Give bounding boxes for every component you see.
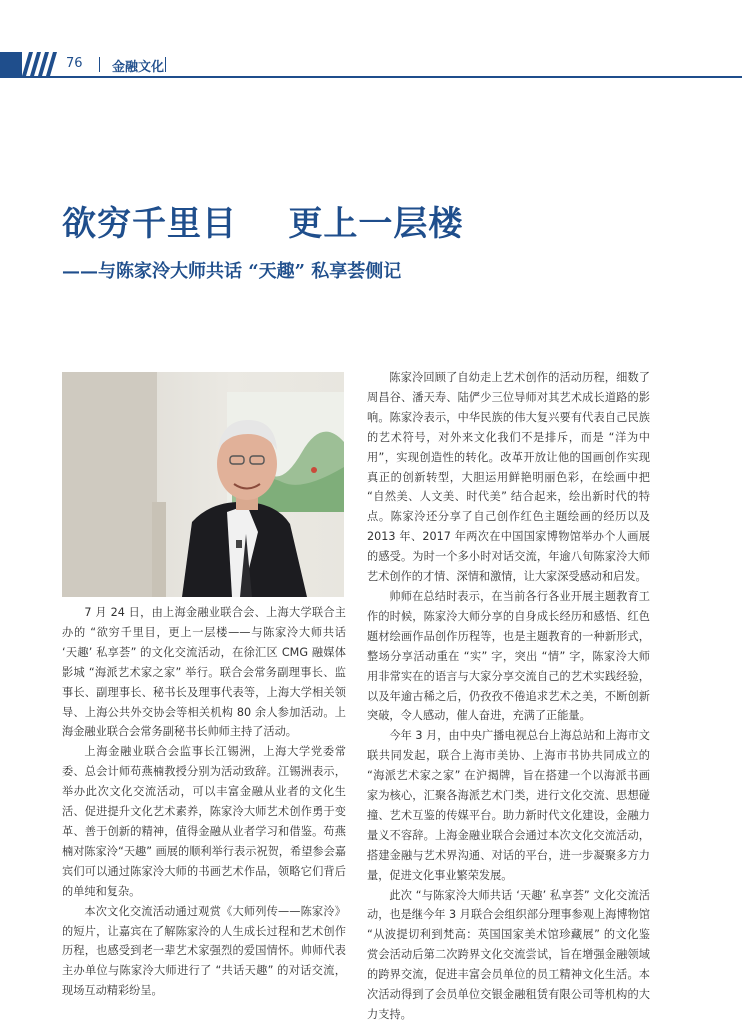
page-number: 76 [66,56,83,71]
paragraph: 今年 3 月，由中央广播电视总台上海总站和上海市文联共同发起，联合上海市美协、上海市书协共同成立的 “海派艺术家之家” 在沪揭牌，旨在搭建一个以海派书画家为核心，汇聚各海派艺术门类，进行文化交流、思想碰撞、艺术互鉴的传媒平台。助力新时代文化建设，金融力量义不容辞。上海金融业联合会通过本次文化交流活动，搭建金融与艺术界沟通、对话的平台，进一步凝聚多方力量，促进文化事业繁荣发展。 [367,729,650,882]
paragraph: 本次文化交流活动通过观赏《大师列传——陈家泠》的短片，让嘉宾在了解陈家泠的人生成长过程和艺术创作历程，也感受到老一辈艺术家强烈的爱国情怀。帅师代表主办单位与陈家泠大师进行了 “共话天趣” 的对话交流，现场互动精彩纷呈。 [62,904,346,998]
header-stripes-decoration [0,52,60,76]
article-subtitle: ——与陈家泠大师共话 “天趣” 私享荟侧记 [62,261,402,282]
article-title: 欲穷千里目 更上一层楼 [62,204,464,244]
paragraph: 上海金融业联合会监事长江锡洲，上海大学党委常委、总会计师苟燕楠教授分别为活动致辞。江锡洲表示，举办此次文化交流活动，可以丰富金融从业者的文化生活、促进提升文化艺术素养，陈家泠大师艺术创作勇于变革、善于创新的精神，值得金融从业者学习和借鉴。苟燕楠对陈家泠“天趣” 画展的顺利举行表示祝贺，希望参会嘉宾们可以通过陈家泠大师的书画艺术作品，领略它们背后的单纯和复杂。 [62,745,346,898]
paragraph: 帅师在总结时表示，在当前各行各业开展主题教育工作的时候，陈家泠大师分享的自身成长经历和感悟、红色题材绘画作品创作历程等，也是主题教育的一种新形式，整场分享活动重在 “实” 字，突出 “情” 字，陈家泠大师用非常实在的语言与大家分享交流自己的艺术实践经验，以及年逾古稀之后，仍孜孜不倦追求艺术之美，不断创新突破，令人感动，催人奋进，充满了正能量。 [367,589,650,723]
paragraph: 7 月 24 日，由上海金融业联合会、上海大学联合主办的 “欲穷千里目，更上一层楼——与陈家泠大师共话 ‘天趣’ 私享荟” 的文化交流活动，在徐汇区 CMG 融媒体影城 “海派艺术家之家” 举行。联合会常务副理事长、监事长、副理事长、秘书长及理事代表等，上海大学相关领导、上海公共外交协会等相关机构 80 余人参加活动。上海金融业联合会常务副秘书长帅师主持了活动。 [62,606,346,739]
article-column-right [367,368,650,1025]
page-header [0,52,742,78]
portrait-photo-illustration [62,372,344,597]
article-column-left [62,603,346,1001]
header-rule [0,76,742,78]
paragraph: 陈家泠回顾了自幼走上艺术创作的活动历程，细数了周昌谷、潘天寿、陆俨少三位导师对其艺术成长道路的影响。陈家泠表示，中华民族的伟大复兴要有代表自己民族的艺术符号，对外来文化我们不是排斥，而是 “洋为中用”，实现创造性的转化。改革开放让他的国画创作实现真正的创新转型，大胆运用鲜艳明丽色彩，在绘画中把 “自然美、人文美、时代美” 结合起来，绘出新时代的特点。陈家泠还分享了自己创作红色主题绘画的经历以及 2013 年、2017 年两次在中国国家博物馆举办个人画展的感受。为时一个多小时对话交流，年逾八旬陈家泠大师艺术创作的才情、深情和激情，让大家深受感动和启发。 [367,371,650,584]
paragraph: 此次 “与陈家泠大师共话 ‘天趣’ 私享荟” 文化交流活动，也是继今年 3 月联合会组织部分理事参观上海博物馆 “从波提切利到梵高：英国国家美术馆珍藏展” 的文化鉴赏会活动后第二次跨界文化交流尝试，旨在增强金融领域的跨界交流，促进丰富会员单位的员工精神文化生活。本次活动得到了会员单位交银金融租赁有限公司等机构的大力支持。 [367,888,650,1021]
article-photo [62,372,344,597]
header-divider [165,57,166,72]
header-divider [99,57,100,72]
section-title: 金融文化 [112,60,165,75]
